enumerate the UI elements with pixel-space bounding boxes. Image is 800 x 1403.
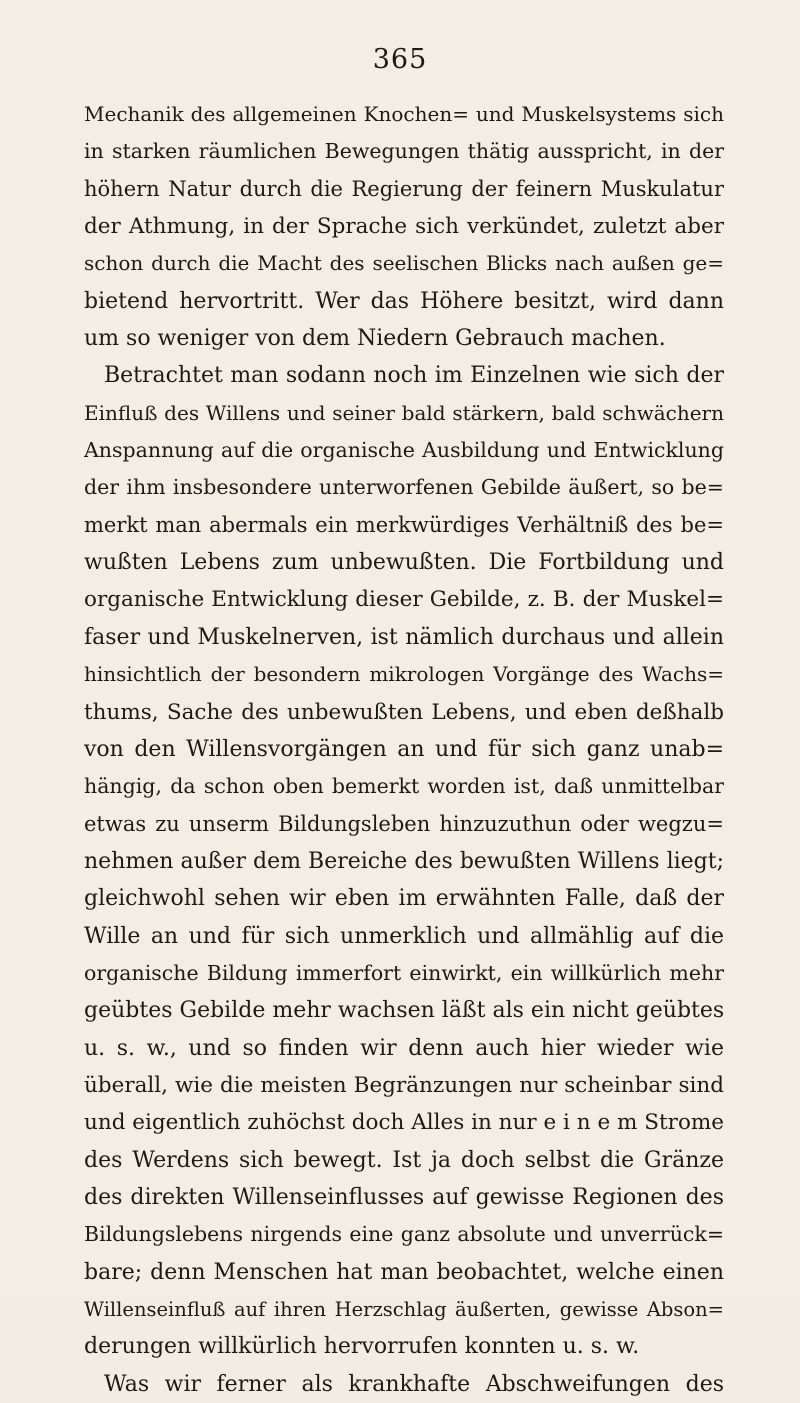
page-number: 365 bbox=[372, 44, 428, 75]
text-line: Betrachtet man sodann noch im Einzelnen wie sich der bbox=[104, 363, 724, 389]
text-line: gleichwohl sehen wir eben im erwähnten Falle, daß der bbox=[84, 886, 724, 912]
text-line: der Athmung, in der Sprache sich verkündet, zuletzt aber bbox=[84, 214, 724, 240]
text-line: bietend hervortritt. Wer das Höhere besitzt, wird dann bbox=[84, 288, 724, 314]
text-line: bare; denn Menschen hat man beobachtet, welche einen bbox=[84, 1259, 724, 1285]
text-line: des direkten Willenseinflusses auf gewisse Regionen des bbox=[84, 1184, 724, 1210]
text-line: von den Willensvorgängen an und für sich ganz unab= bbox=[84, 736, 724, 762]
text-line: wußten Lebens zum unbewußten. Die Fortbildung und bbox=[84, 550, 724, 576]
text-line: höhern Natur durch die Regierung der feinern Muskulatur bbox=[84, 176, 724, 201]
text-line: Anspannung auf die organische Ausbildung und Entwicklung bbox=[84, 438, 724, 463]
text-line: faser und Muskelnerven, ist nämlich durchaus und allein bbox=[84, 624, 724, 650]
text-line: Was wir ferner als krankhafte Abschweifungen des bbox=[104, 1371, 724, 1397]
text-line: des Werdens sich bewegt. Ist ja doch selbst die Gränze bbox=[84, 1147, 724, 1173]
text-line: Mechanik des allgemeinen Knochen= und Muskelsystems sich bbox=[84, 102, 724, 126]
text-line: merkt man abermals ein merkwürdiges Verhältniß des be= bbox=[84, 512, 724, 537]
text-line: in starken räumlichen Bewegungen thätig ausspricht, in der bbox=[84, 139, 724, 164]
text-line: Bildungslebens nirgends eine ganz absolute und unverrück= bbox=[84, 1222, 724, 1247]
text-line: hängig, da schon oben bemerkt worden ist, daß unmittelbar bbox=[84, 774, 724, 799]
text-line: organische Entwicklung dieser Gebilde, z. B. der Muskel= bbox=[84, 587, 724, 613]
text-line: überall, wie die meisten Begränzungen nur scheinbar sind bbox=[84, 1072, 724, 1098]
text-line: Willenseinfluß auf ihren Herzschlag äußerten, gewisse Abson= bbox=[84, 1298, 724, 1321]
text-line: nehmen außer dem Bereiche des bewußten Willens liegt; bbox=[84, 848, 724, 874]
text-line: schon durch die Macht des seelischen Blicks nach außen ge= bbox=[84, 251, 724, 276]
text-line: thums, Sache des unbewußten Lebens, und eben deßhalb bbox=[84, 699, 724, 725]
body-text bbox=[84, 96, 724, 1403]
text-line: geübtes Gebilde mehr wachsen läßt als ein nicht geübtes bbox=[84, 998, 724, 1024]
text-line: der ihm insbesondere unterworfenen Gebilde äußert, so be= bbox=[84, 475, 724, 500]
text-line: um so weniger von dem Niedern Gebrauch machen. bbox=[84, 326, 666, 352]
text-line: organische Bildung immerfort einwirkt, ein willkürlich mehr bbox=[84, 960, 724, 985]
text-line: etwas zu unserm Bildungsleben hinzuzuthun oder wegzu= bbox=[84, 811, 724, 836]
text-line: Einfluß des Willens und seiner bald stärkern, bald schwächern bbox=[84, 400, 724, 425]
text-line: und eigentlich zuhöchst doch Alles in nur e i n e m Strome bbox=[84, 1110, 724, 1136]
text-line: hinsichtlich der besondern mikrologen Vorgänge des Wachs= bbox=[84, 662, 724, 687]
text-line: derungen willkürlich hervorrufen konnten u. s. w. bbox=[84, 1334, 640, 1360]
text-line: u. s. w., und so finden wir denn auch hier wieder wie bbox=[84, 1035, 724, 1061]
text-line: Wille an und für sich unmerklich und allmählig auf die bbox=[84, 923, 724, 949]
